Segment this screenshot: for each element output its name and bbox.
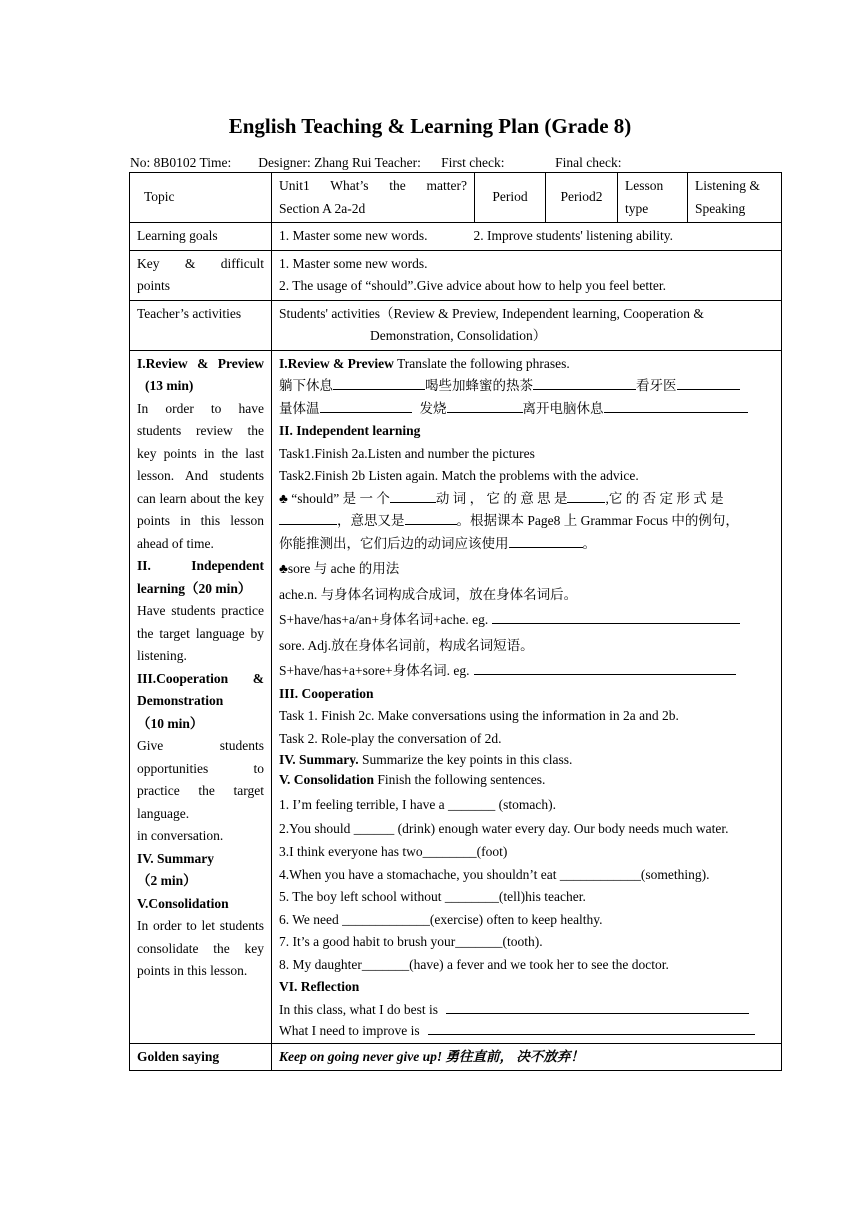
- lesson-type-value-line1: Listening &: [695, 178, 760, 193]
- right-s4-text: Summarize the key points in this class.: [358, 752, 573, 767]
- right-s5-text: Finish the following sentences.: [374, 772, 546, 787]
- task-2: Task2.Finish 2b Listen again. Match the problems with the advice.: [279, 468, 639, 483]
- main-content-row: [130, 350, 782, 1043]
- phrase-6: 离开电脑休息: [522, 400, 604, 416]
- lesson-type-value: [688, 173, 782, 223]
- reflect-line-2: [279, 1020, 774, 1041]
- phrase-2: 喝些加蜂蜜的热茶: [425, 378, 533, 393]
- blank-2[interactable]: [533, 375, 636, 390]
- students-activities: [272, 300, 782, 350]
- coop-task-2: Task 2. Role-play the conversation of 2d.: [279, 730, 502, 746]
- should-g: 。: [582, 535, 596, 551]
- should-para: [279, 488, 774, 511]
- should-blank-4[interactable]: [405, 510, 457, 525]
- question-3: 3.I think everyone has two________(foot): [279, 844, 508, 859]
- key-points-label-line2: points: [137, 278, 171, 293]
- golden-text: Keep on going never give up! 勇往直前， 决不放弃！: [272, 1043, 782, 1071]
- key-points-value: [272, 250, 782, 300]
- topic-label: Topic: [130, 173, 272, 223]
- left-s5-text: In order to let students consolidate the key points in this lesson.: [137, 918, 264, 978]
- lesson-type-value-line2: Speaking: [695, 200, 746, 216]
- should-blank-1[interactable]: [390, 488, 436, 503]
- left-s2-text: Have students practice the target language by listening.: [137, 603, 264, 663]
- goal-item-2: 2. Improve students' listening ability.: [473, 228, 674, 243]
- right-s1-title: I.Review & Preview: [279, 355, 394, 371]
- lesson-type-label-line2: type: [625, 200, 649, 216]
- left-s2-title: II. Independent learning（20 min）: [137, 558, 264, 596]
- sore-pattern-line: [279, 660, 774, 683]
- goals-row: [130, 223, 782, 251]
- phrase-3: 看牙医: [636, 378, 677, 393]
- blank-4[interactable]: [320, 398, 412, 413]
- period-label: Period: [475, 173, 546, 223]
- should-blank-5[interactable]: [509, 533, 583, 548]
- question-7: 7. It’s a good habit to brush your_______(tooth).: [279, 934, 543, 949]
- sore-line: sore. Adj.放在身体名词前，构成名词短语。: [279, 637, 534, 653]
- should-b: 动 词 ， 它 的 意 思 是: [435, 490, 568, 506]
- reflect-blank-2[interactable]: [428, 1020, 755, 1035]
- left-s3-text: Give students opportunities to practice the target language.: [137, 738, 264, 821]
- right-s2-title: II. Independent learning: [279, 423, 421, 438]
- info-line: No: 8B0102 Time: Designer: Zhang Rui Teacher: First check: Final check:: [130, 155, 622, 170]
- students-activities-column: [272, 350, 782, 1043]
- left-s4-time: （2 min）: [137, 873, 197, 888]
- left-s4-title: IV. Summary: [137, 850, 215, 866]
- ache-pattern: S+have/has+a/an+身体名词+ache. eg.: [279, 612, 489, 627]
- blank-6[interactable]: [604, 398, 748, 413]
- golden-label: Golden saying: [130, 1043, 272, 1071]
- lesson-type-label: [618, 173, 688, 223]
- key-point-2: 2. The usage of “should”.Give advice about how to help you feel better.: [279, 278, 667, 293]
- students-activities-line1: Students' activities（Review & Preview, Independent learning, Cooperation &: [279, 305, 704, 321]
- left-s1-title: I.Review & Preview: [137, 355, 264, 371]
- lesson-type-label-line1: Lesson: [625, 178, 664, 193]
- question-1: 1. I’m feeling terrible, I have a _______ (stomach).: [279, 797, 557, 812]
- sore-pattern: S+have/has+a+sore+身体名词. eg.: [279, 663, 470, 678]
- right-s4-title: IV. Summary.: [279, 752, 359, 767]
- left-s3-time: （10 min）: [137, 715, 204, 731]
- should-c: ,它 的 否 定 形 式 是: [605, 490, 724, 506]
- reflect-1: In this class, what I do best is: [279, 1001, 438, 1017]
- lesson-plan-table: [129, 172, 782, 1071]
- blank-3[interactable]: [677, 375, 740, 390]
- ache-example-blank[interactable]: [492, 609, 740, 624]
- phrase-1: 躺下休息: [279, 378, 333, 393]
- key-point-1: 1. Master some new words.: [279, 255, 428, 271]
- left-s5-title: V.Consolidation: [137, 895, 229, 911]
- teacher-activities-label: Teacher’s activities: [130, 300, 272, 350]
- key-points-label-line1: Key & difficult: [137, 255, 264, 271]
- ache-pattern-line: [279, 609, 774, 632]
- phrase-5: 发烧: [419, 400, 447, 416]
- should-d: ，意思又是: [337, 513, 405, 528]
- should-e: 。根据课本 Page8 上 Grammar Focus 中的例句，: [456, 513, 739, 528]
- goal-item-1: 1. Master some new words.: [279, 228, 428, 243]
- sore-example-blank[interactable]: [474, 660, 736, 675]
- activities-row: [130, 300, 782, 350]
- should-para-3: [279, 533, 774, 556]
- golden-row: [130, 1043, 782, 1071]
- should-blank-2[interactable]: [567, 488, 605, 503]
- question-6: 6. We need _____________(exercise) often to keep healthy.: [279, 911, 603, 927]
- should-blank-3[interactable]: [279, 510, 337, 525]
- should-para-2: [279, 510, 774, 533]
- task-1: Task1.Finish 2a.Listen and number the pictures: [279, 445, 535, 461]
- reflect-line-1: [279, 999, 774, 1020]
- left-s1-text: In order to have students review the key points in the last lesson. And students can learn about the key points in this lesson ahead of time.: [137, 400, 264, 551]
- goals-value: [272, 223, 782, 251]
- students-activities-line2: Demonstration, Consolidation）: [370, 328, 547, 343]
- question-2: 2.You should ______ (drink) enough water every day. Our body needs much water.: [279, 821, 729, 836]
- topic-value-line1: Unit1 What’s the matter?: [279, 178, 467, 193]
- question-4: 4.When you have a stomachache, you shouldn’t eat ____________(something).: [279, 866, 710, 882]
- should-f: 你能推测出，它们后边的动词应该使用: [279, 535, 509, 551]
- right-s3-title: III. Cooperation: [279, 685, 374, 701]
- should-a: ♣ “should” 是 一 个: [279, 490, 390, 506]
- reflect-blank-1[interactable]: [446, 999, 749, 1014]
- left-s3-text2: in conversation.: [137, 828, 224, 843]
- topic-row: [130, 173, 782, 223]
- teacher-activities-column: [130, 350, 272, 1043]
- left-s1-time: (13 min): [145, 378, 194, 393]
- sore-title: ♣sore 与 ache 的用法: [279, 561, 400, 576]
- phrases-line-1: [279, 375, 774, 398]
- blank-1[interactable]: [333, 375, 425, 390]
- ache-line: ache.n. 与身体名词构成合成词，放在身体名词后。: [279, 586, 578, 602]
- blank-5[interactable]: [447, 398, 523, 413]
- left-s3-title: III.Cooperation & Demonstration: [137, 670, 264, 708]
- right-s1-instruction: Translate the following phrases.: [393, 355, 570, 371]
- document-title: English Teaching & Learning Plan (Grade 8): [228, 114, 632, 138]
- right-s5-title: V. Consolidation: [279, 772, 375, 787]
- key-points-label: [130, 250, 272, 300]
- coop-task-1: Task 1. Finish 2c. Make conversations using the information in 2a and 2b.: [279, 708, 679, 723]
- period-value: Period2: [546, 173, 618, 223]
- goals-label: Learning goals: [130, 223, 272, 251]
- phrase-4: 量体温: [279, 400, 320, 416]
- phrases-line-2: [279, 398, 774, 421]
- topic-value-line2: Section A 2a-2d: [279, 200, 366, 216]
- right-s6-title: VI. Reflection: [279, 979, 360, 994]
- reflect-2: What I need to improve is: [279, 1022, 420, 1038]
- question-5: 5. The boy left school without ________(tell)his teacher.: [279, 889, 586, 904]
- key-points-row: [130, 250, 782, 300]
- topic-value: [272, 173, 475, 223]
- question-8: 8. My daughter_______(have) a fever and we took her to see the doctor.: [279, 956, 669, 972]
